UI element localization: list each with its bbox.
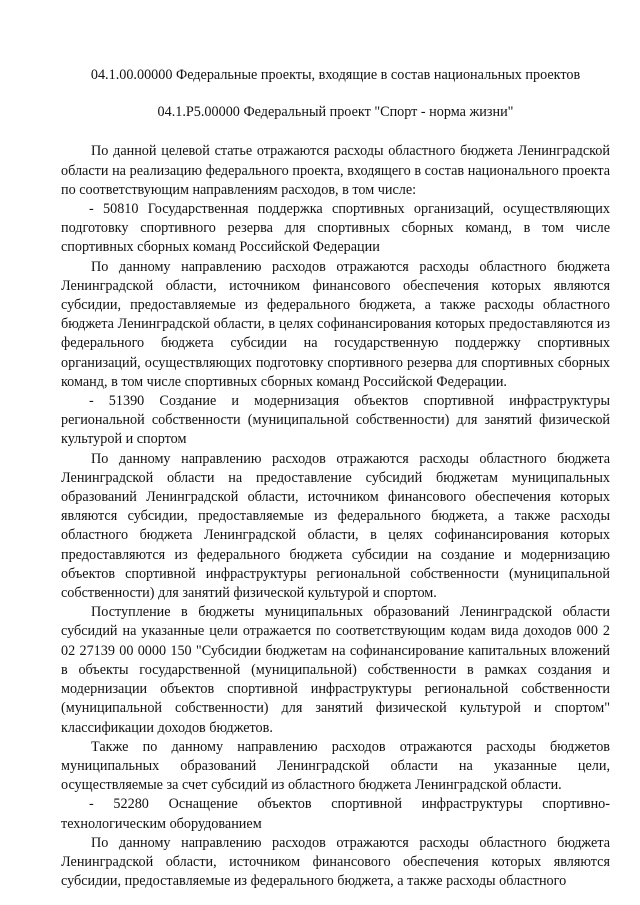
item-51390-description: По данному направлению расходов отражаются расходы областного бюджета Ленинградской области на предоставление субсидий бюджетам муниципальных образований Ленинградской области, источником финансового обеспечения которых являются субсидии, предоставляемые из федерального бюджета, а также расходы областного бюджета Ленинградской области, в целях софинансирования которых предоставляются из федерального бюджета субсидии на создание и модернизацию объектов спортивной инфраструктуры региональной собственности (муниципальной собственности) для занятий физической культурой и спортом.: [61, 450, 610, 602]
item-52280: - 52280 Оснащение объектов спортивной инфраструктуры спортивно-технологическим оборудованием: [61, 796, 610, 832]
item-50810: - 50810 Государственная поддержка спортивных организаций, осуществляющих подготовку спортивного резерва для спортивных сборных команд, в том числе спортивных сборных команд Российской Федерации: [61, 201, 610, 256]
subsection-heading: 04.1.P5.00000 Федеральный проект "Спорт - норма жизни": [157, 104, 514, 121]
item-51390: - 51390 Создание и модернизация объектов спортивной инфраструктуры региональной собственности (муниципальной собственности) для занятий физической культурой и спортом: [61, 393, 610, 448]
item-51390-municipal-note: Также по данному направлению расходов отражаются расходы бюджетов муниципальных образований Ленинградской области на указанные цели, осуществляемые за счет субсидий из областного бюджета Ленинградской области.: [61, 738, 610, 794]
item-51390-income-note: Поступление в бюджеты муниципальных образований Ленинградской области субсидий на указанные цели отражается по соответствующим кодам вида доходов 000 2 02 27139 00 0000 150 "Субсидии бюджетам на софинансирование капитальных вложений в объекты государственной (муниципальной) собственности в рамках создания и модернизации объектов спортивной инфраструктуры региональной собственности (муниципальной собственности) для занятий физической культурой и спортом" классификации доходов бюджетов.: [61, 604, 610, 736]
item-52280-description: По данному направлению расходов отражаются расходы областного бюджета Ленинградской области, источником финансового обеспечения которых являются субсидии, предоставляемые из федерального бюджета, а также расходы областного: [61, 834, 610, 890]
document-page: [61, 66, 610, 891]
item-50810-description: По данному направлению расходов отражаются расходы областного бюджета Ленинградской области, источником финансового обеспечения которых являются субсидии, предоставляемые из федерального бюджета, а также расходы областного бюджета Ленинградской области, в целях софинансирования которых предоставляются из федерального бюджета субсидии на государственную поддержку спортивных организаций, осуществляющих подготовку спортивного резерва для спортивных сборных команд, в том числе спортивных сборных команд Российской Федерации.: [61, 258, 610, 390]
section-heading: 04.1.00.00000 Федеральные проекты, входящие в состав национальных проектов: [90, 67, 581, 83]
intro-paragraph: По данной целевой статье отражаются расходы областного бюджета Ленинградской области на реализацию федерального проекта, входящего в состав национального проекта по соответствующим направлениям расходов, в том числе:: [61, 143, 610, 198]
